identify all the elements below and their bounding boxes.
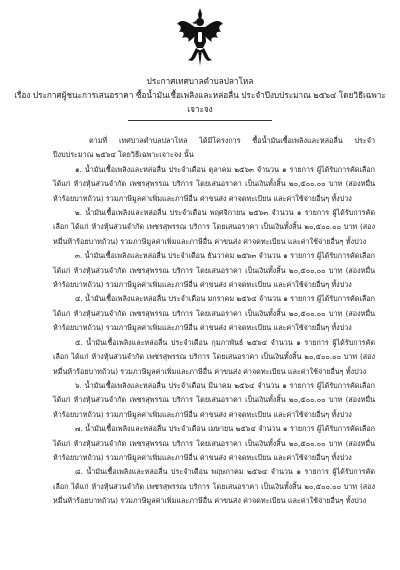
award-item-2: ๒. น้ำมันเชื้อเพลิงและหล่อลื่น ประจำเดือน พฤศจิกายน ๒๕๖๓ จำนวน ๑ รายการ ผู้ได้รับการคัดเลือก ได้แก่ ห้างหุ้นส่วนจำกัด เพชรสุพรรณ บริการ โดยเสนอราคา เป็นเงินทั้งสิ้น ๒๐,๕๐๐.๐๐ บาท (สองหมื่นห้าร้อยบาทถ้วน) รวมภาษีมูลค่าเพิ่มและภาษีอื่น ค่าขนส่ง ค่าจดทะเบียน และค่าใช้จ่ายอื่นๆ ทั้งปวง	[53, 208, 375, 246]
announcement-body	[53, 134, 375, 509]
award-item-5: ๕. น้ำมันเชื้อเพลิงและหล่อลื่น ประจำเดือน กุมภาพันธ์ ๒๕๖๔ จำนวน ๑ รายการ ผู้ได้รับการคัดเลือก ได้แก่ ห้างหุ้นส่วนจำกัด เพชรสุพรรณ บริการ โดยเสนอราคา เป็นเงินทั้งสิ้น ๒๐,๕๐๐.๐๐ บาท (สองหมื่นห้าร้อยบาทถ้วน) รวมภาษีมูลค่าเพิ่มและภาษีอื่น ค่าขนส่ง ค่าจดทะเบียน และค่าใช้จ่ายอื่นๆ ทั้งปวง	[53, 337, 375, 376]
award-item-6: ๖. น้ำมันเชื้อเพลิงและหล่อลื่น ประจำเดือน มีนาคม ๒๕๖๔ จำนวน ๑ รายการ ผู้ได้รับการคัดเลือก ได้แก่ ห้างหุ้นส่วนจำกัด เพชรสุพรรณ บริการ โดยเสนอราคา เป็นเงินทั้งสิ้น ๒๐,๕๐๐.๐๐ บาท (สองหมื่นห้าร้อยบาทถ้วน) รวมภาษีมูลค่าเพิ่มและภาษีอื่น ค่าขนส่ง ค่าจดทะเบียน และค่าใช้จ่ายอื่นๆ ทั้งปวง	[53, 380, 375, 419]
award-item-4: ๔. น้ำมันเชื้อเพลิงและหล่อลื่น ประจำเดือน มกราคม ๒๕๖๔ จำนวน ๑ รายการ ผู้ได้รับการคัดเลือก ได้แก่ ห้างหุ้นส่วนจำกัด เพชรสุพรรณ บริการ โดยเสนอราคา เป็นเงินทั้งสิ้น ๒๐,๕๐๐.๐๐ บาท (สองหมื่นห้าร้อยบาทถ้วน) รวมภาษีมูลค่าเพิ่มและภาษีอื่น ค่าขนส่ง ค่าจดทะเบียน และค่าใช้จ่ายอื่นๆ ทั้งปวง	[53, 294, 375, 333]
title-divider	[128, 120, 272, 121]
issuing-organization: ประกาศเทศบาลตำบลปลาโหล	[146, 76, 254, 86]
announcement-title-line1: เรื่อง ประกาศผู้ชนะการเสนอราคา ซื้อน้ำมันเชื้อเพลิงและหล่อลื่น ประจำปีงบประมาณ ๒๕๖๔ โดยวิธีเฉพาะ	[14, 90, 386, 100]
award-item-8: ๘. น้ำมันเชื้อเพลิงและหล่อลื่น ประจำเดือน พฤษภาคม ๒๕๖๔ จำนวน ๑ รายการ ผู้ได้รับการคัดเลือก ได้แก่ ห้างหุ้นส่วนจำกัด เพชรสุพรรณ บริการ โดยเสนอราคา เป็นเงินทั้งสิ้น ๒๐,๕๐๐.๐๐ บาท (สองหมื่นห้าร้อยบาทถ้วน) รวมภาษีมูลค่าเพิ่มและภาษีอื่น ค่าขนส่ง ค่าจดทะเบียน และค่าใช้จ่ายอื่นๆ ทั้งปวง	[53, 467, 375, 506]
garuda-emblem-icon	[176, 8, 224, 66]
announcement-title-line2: เจาะจง	[187, 104, 213, 114]
intro-paragraph: ตามที่ เทศบาลตำบลปลาโหล ได้มีโครงการ ซื้อน้ำมันเชื้อเพลิงและหล่อลื่น ประจำปีงบประมาณ ๒๕๖๔ โดยวิธีเฉพาะเจาะจง นั้น	[53, 136, 375, 160]
award-item-3: ๓. น้ำมันเชื้อเพลิงและหล่อลื่น ประจำเดือน ธันวาคม ๒๕๖๓ จำนวน ๑ รายการ ผู้ได้รับการคัดเลือก ได้แก่ ห้างหุ้นส่วนจำกัด เพชรสุพรรณ บริการ โดยเสนอราคา เป็นเงินทั้งสิ้น ๒๐,๕๐๐.๐๐ บาท (สองหมื่นห้าร้อยบาทถ้วน) รวมภาษีมูลค่าเพิ่มและภาษีอื่น ค่าขนส่ง ค่าจดทะเบียน และค่าใช้จ่ายอื่นๆ ทั้งปวง	[53, 251, 375, 290]
award-item-1: ๑. น้ำมันเชื้อเพลิงและหล่อลื่น ประจำเดือน ตุลาคม ๒๕๖๓ จำนวน ๑ รายการ ผู้ได้รับการคัดเลือก ได้แก่ ห้างหุ้นส่วนจำกัด เพชรสุพรรณ บริการ โดยเสนอราคา เป็นเงินทั้งสิ้น ๒๐,๕๐๐.๐๐ บาท (สองหมื่นห้าร้อยบาทถ้วน) รวมภาษีมูลค่าเพิ่มและภาษีอื่น ค่าขนส่ง ค่าจดทะเบียน และค่าใช้จ่ายอื่นๆ ทั้งปวง	[53, 164, 375, 203]
award-item-7: ๗. น้ำมันเชื้อเพลิงและหล่อลื่น ประจำเดือน เมษายน ๒๕๖๔ จำนวน ๑ รายการ ผู้ได้รับการคัดเลือก ได้แก่ ห้างหุ้นส่วนจำกัด เพชรสุพรรณ บริการ โดยเสนอราคา เป็นเงินทั้งสิ้น ๒๐,๕๐๐.๐๐ บาท (สองหมื่นห้าร้อยบาทถ้วน) รวมภาษีมูลค่าเพิ่มและภาษีอื่น ค่าขนส่ง ค่าจดทะเบียน และค่าใช้จ่ายอื่นๆ ทั้งปวง	[53, 424, 375, 462]
